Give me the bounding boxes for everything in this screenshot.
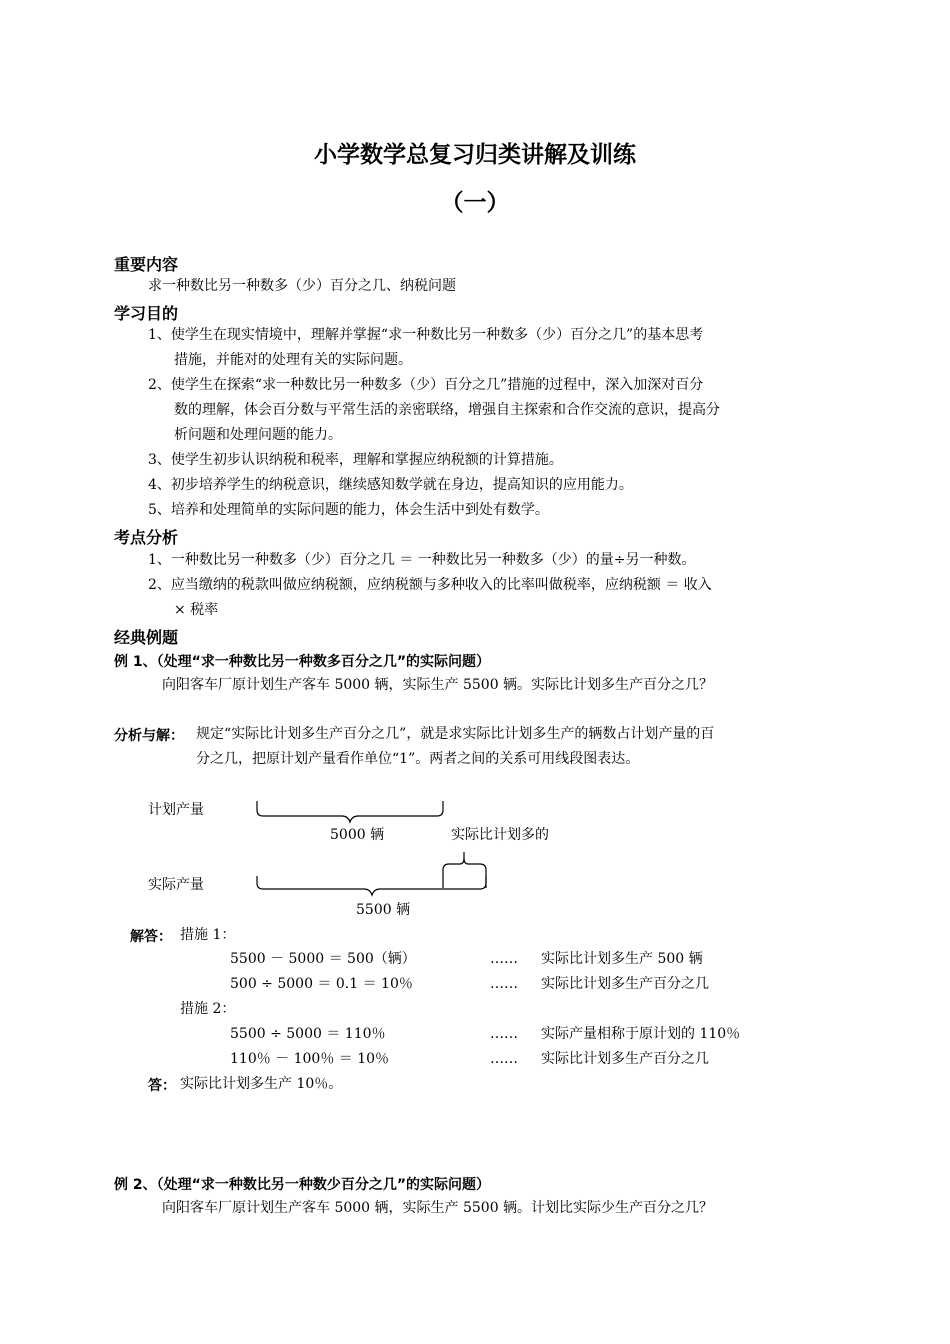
example-1-label: 例 1、（处理“求一种数比另一种数多百分之几”的实际问题） [114,654,491,670]
m1-row-1-note: 实际比计划多生产 500 辆 [541,951,703,967]
page-title: 小学数学总复习归类讲解及训练 [314,142,636,168]
method-2-label: 措施 2： [180,1001,236,1017]
answer-text: 实际比计划多生产 10％。 [180,1076,343,1092]
goal-item-4: 4、初步培养学生的纳税意识，继续感知数学就在身边，提高知识的应用能力。 [148,477,633,493]
goal-item-1-line-2: 措施，并能对的处理有关的实际问题。 [174,352,412,368]
m2-row-2-note: 实际比计划多生产百分之几 [541,1051,709,1067]
goal-item-2-line-1: 2、使学生在探索“求一种数比另一种数多（少）百分之几”措施的过程中，深入加深对百分 [148,377,704,393]
m1-row-2-dots: …… [490,976,518,992]
plan-value: 5000 辆 [330,827,385,843]
m1-row-1-dots: …… [490,951,518,967]
m2-row-1-note: 实际产量相称于原计划的 110％ [541,1026,741,1042]
point-item-1: 1、一种数比另一种数多（少）百分之几 ＝ 一种数比另一种数多（少）的量÷另一种数。 [148,552,696,568]
section-heading-goals: 学习目的 [114,304,179,323]
important-content-text: 求一种数比另一种数多（少）百分之几、纳税问题 [148,278,456,294]
m2-row-1-equation: 5500 ÷ 5000 ＝ 110％ [230,1026,386,1042]
m2-row-1-dots: …… [490,1026,518,1042]
plan-brace [257,801,443,822]
example-1-problem: 向阳客车厂原计划生产客车 5000 辆，实际生产 5500 辆。实际比计划多生产百分之几？ [162,677,714,693]
analysis-line-2: 分之几，把原计划产量看作单位“1”。两者之间的关系可用线段图表达。 [196,751,640,767]
goal-item-2-line-2: 数的理解，体会百分数与平常生活的亲密联络，增强自主探索和合作交流的意识，提高分 [174,402,720,418]
method-1-label: 措施 1： [180,927,236,943]
extra-label: 实际比计划多的 [451,827,549,843]
goal-item-1-line-1: 1、使学生在现实情境中，理解并掌握“求一种数比另一种数多（少）百分之几”的基本思考 [148,327,704,343]
goal-item-2-line-3: 析问题和处理问题的能力。 [174,427,342,443]
m1-row-1-equation: 5500 － 5000 ＝ 500（辆） [230,951,416,967]
example-2-problem: 向阳客车厂原计划生产客车 5000 辆，实际生产 5500 辆。计划比实际少生产百分之几？ [162,1200,714,1216]
point-item-2-line-1: 2、应当缴纳的税款叫做应纳税额，应纳税额与多种收入的比率叫做税率，应纳税额 ＝ 收入 [148,577,712,593]
extra-brace [443,852,486,888]
analysis-label: 分析与解： [114,728,184,744]
answer-label: 答： [148,1078,176,1094]
point-item-2-line-2: × 税率 [174,602,219,618]
section-heading-examples: 经典例题 [114,628,179,647]
m1-row-2-equation: 500 ÷ 5000 ＝ 0.1 ＝ 10％ [230,976,413,992]
section-heading-important: 重要内容 [114,255,179,274]
actual-brace [257,876,486,895]
goal-item-5: 5、培养和处理简单的实际问题的能力，体会生活中到处有数学。 [148,502,549,518]
section-heading-points: 考点分析 [114,528,179,547]
page-subtitle: （一） [440,190,510,216]
m1-row-2-note: 实际比计划多生产百分之几 [541,976,709,992]
plan-label: 计划产量 [148,802,204,818]
m2-row-2-dots: …… [490,1051,518,1067]
actual-value: 5500 辆 [356,902,411,918]
actual-label: 实际产量 [148,877,204,893]
goal-item-3: 3、使学生初步认识纳税和税率，理解和掌握应纳税额的计算措施。 [148,452,563,468]
solution-label: 解答： [130,929,172,945]
m2-row-2-equation: 110％ － 100％ ＝ 10％ [230,1051,390,1067]
analysis-line-1: 规定“实际比计划多生产百分之几”，就是求实际比计划多生产的辆数占计划产量的百 [196,726,715,742]
example-2-label: 例 2、（处理“求一种数比另一种数少百分之几”的实际问题） [114,1177,491,1193]
